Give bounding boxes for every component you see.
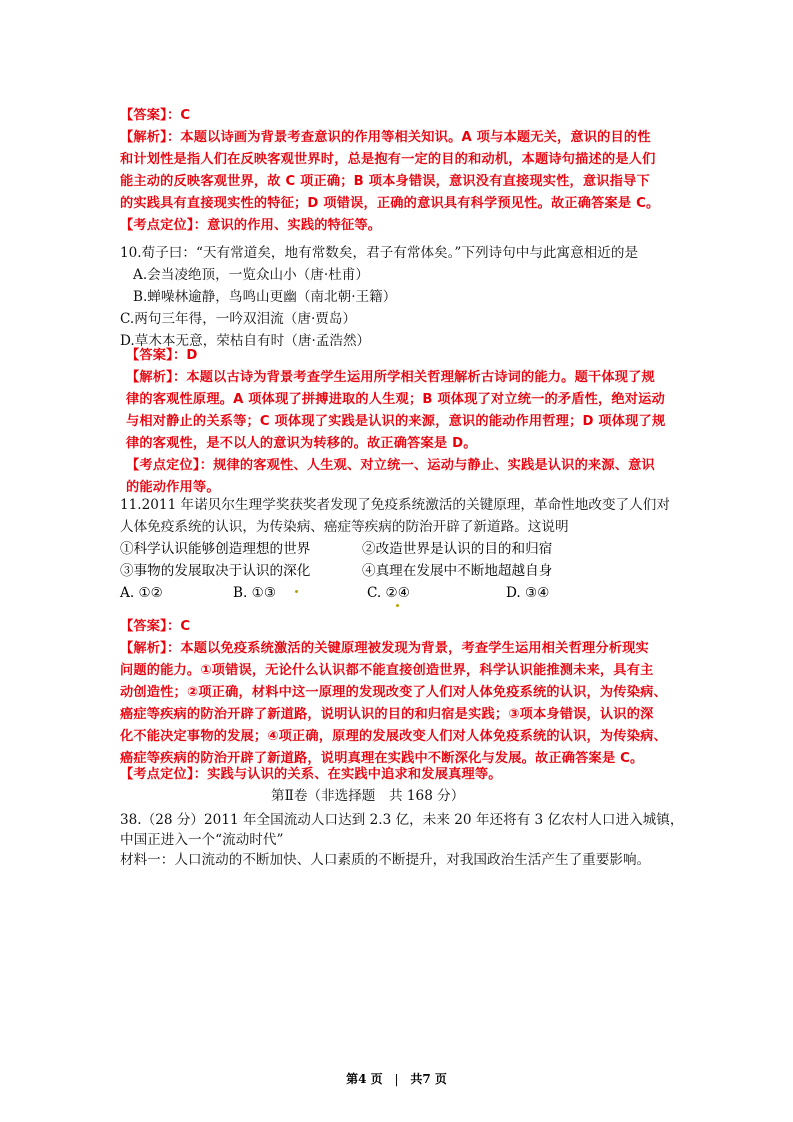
q10-option-b: B.蝉噪林逾静，鸟鸣山更幽（南北朝·王籍）	[133, 289, 397, 305]
analysis-3-line-2: 问题的能力。①项错误，无论什么认识都不能直接创造世界，科学认识能推测未来，具有主	[120, 663, 654, 678]
analysis-2-line-2: 律的客观性原理。A 项体现了拼搏进取的人生观；B 项体现了对立统一的矛盾性，绝对运动	[126, 392, 665, 407]
stray-dot-mark	[396, 604, 399, 607]
q11-statement-1: ①科学认识能够创造理想的世界	[120, 541, 311, 557]
footer-page-number: 第4 页	[346, 1072, 383, 1086]
analysis-3-line-6: 癌症等疾病的防治开辟了新道路，说明真理在实践中不断深化与发展。故正确答案是 C。	[120, 751, 644, 766]
analysis-2-line-1: 【解析】：本题以古诗为背景考查学生运用所学相关哲理解析古诗词的能力。题干体现了规	[126, 370, 655, 385]
q11-stem-line-2: 人体免疫系统的认识，为传染病、癌症等疾病的防治开辟了新道路。这说明	[120, 519, 569, 535]
q11-choice-b: B. ①③	[233, 585, 277, 601]
q10-option-d: D.草木本无意，荣枯自有时（唐·孟浩然）	[120, 333, 371, 349]
analysis-1-line-2: 和计划性是指人们在反映客观世界时，总是抱有一定的目的和动机，本题诗句描述的是人们	[120, 152, 656, 167]
q11-choice-d: D. ③④	[506, 585, 550, 601]
analysis-2-line-3: 与相对静止的关系等；C 项体现了实践是认识的来源，意识的能动作用哲理；D 项体现了规	[126, 414, 666, 429]
q38-stem-line-1: 38.（28 分）2011 年全国流动人口达到 2.3 亿，未来 20 年还将有 3 亿农村人口进入城镇，	[120, 812, 684, 828]
q11-choice-c: C. ②④	[367, 585, 410, 601]
analysis-3-line-5: 化不能决定事物的发展；④项正确，原理的发展改变人们对人体免疫系统的认识，为传染病、	[120, 729, 667, 744]
part2-title: 第Ⅱ卷（非选择题 共 168 分）	[271, 788, 465, 804]
q10-stem: 10.荀子曰：“天有常道矣，地有常数矣，君子有常体矣。”下列诗句中与此寓意相近的是	[120, 245, 639, 261]
analysis-2-line-4: 律的客观性，是不以人的意识为转移的。故正确答案是 D。	[126, 436, 477, 451]
point-3: 【考点定位】：实践与认识的关系、在实践中追求和发展真理等。	[120, 767, 502, 782]
answer-label-2: 【答案】：D	[126, 348, 198, 363]
point-1: 【考点定位】：意识的作用、实践的特征等。	[120, 218, 382, 233]
q10-option-c: C.两句三年得，一吟双泪流（唐·贾岛）	[120, 311, 357, 327]
q11-choice-a: A. ①②	[120, 585, 163, 601]
q38-material-1: 材料一：人口流动的不断加快、人口素质的不断提升，对我国政治生活产生了重要影响。	[120, 852, 651, 868]
q11-statement-2: ②改造世界是认识的目的和归宿	[362, 541, 553, 557]
q11-stem-line-1: 11.2011 年诺贝尔生理学奖获奖者发现了免疫系统激活的关键原理，革命性地改变了人们对	[120, 497, 670, 513]
analysis-1-line-1: 【解析】：本题以诗画为背景考查意识的作用等相关知识。A 项与本题无关，意识的目的性	[120, 130, 651, 145]
q10-option-a: A.会当凌绝顶，一览众山小（唐·杜甫）	[133, 267, 369, 283]
analysis-1-line-4: 的实践具有直接现实性的特征；D 项错误，正确的意识具有科学预见性。故正确答案是 C。	[120, 196, 660, 211]
analysis-3-line-3: 动创造性；②项正确，材料中这一原理的发现改变了人们对人体免疫系统的认识，为传染病、	[120, 685, 667, 700]
page-footer	[0, 1070, 793, 1087]
q11-statement-4: ④真理在发展中不断地超越自身	[362, 563, 553, 579]
point-2-line-1: 【考点定位】：规律的客观性、人生观、对立统一、运动与静止、实践是认识的来源、意识	[126, 458, 655, 473]
analysis-3-line-4: 癌症等疾病的防治开辟了新道路，说明认识的目的和归宿是实践；③项本身错误，认识的深	[120, 707, 654, 722]
analysis-1-line-3: 能主动的反映客观世界，故 C 项正确；B 项本身错误，意识没有直接现实性，意识指导下	[120, 174, 650, 189]
answer-label-3: 【答案】：C	[120, 619, 191, 634]
q11-statement-3: ③事物的发展取决于认识的深化	[120, 563, 311, 579]
q38-stem-line-2: 中国正进入一个“流动时代”	[120, 832, 284, 848]
stray-dot-mark	[295, 590, 298, 593]
point-2-line-2: 的能动作用等。	[126, 480, 220, 495]
footer-separator: |	[394, 1072, 399, 1086]
answer-label-1: 【答案】：C	[120, 108, 191, 123]
footer-total-pages: 共7 页	[410, 1072, 447, 1086]
analysis-3-line-1: 【解析】：本题以免疫系统激活的关键原理被发现为背景，考查学生运用相关哲理分析现实	[120, 641, 649, 656]
